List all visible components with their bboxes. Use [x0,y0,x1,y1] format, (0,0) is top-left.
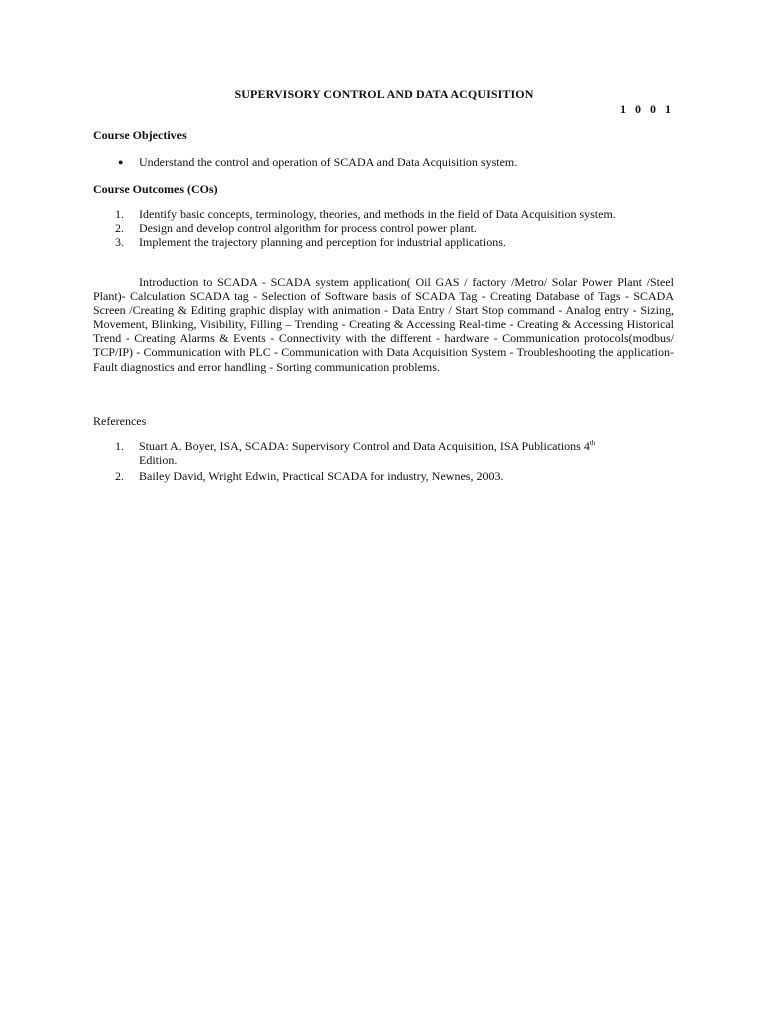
document-title: SUPERVISORY CONTROL AND DATA ACQUISITION [234,87,534,101]
outcome-number: 3. [115,235,124,249]
outcome-text: Identify basic concepts, terminology, theories, and methods in the field of Data Acquisition system. [139,207,616,221]
outcome-text: Implement the trajectory planning and perception for industrial applications. [139,235,506,249]
references-heading: References [93,414,147,428]
reference-superscript: th [589,439,596,447]
reference-text [139,439,674,467]
objectives-heading: Course Objectives [93,128,187,142]
reference-text: Bailey David, Wright Edwin, Practical SCADA for industry, Newnes, 2003. [139,469,504,483]
bullet-icon: ● [118,157,124,167]
course-credits: 1 0 0 1 [620,102,674,116]
reference-number: 2. [115,469,124,483]
syllabus-paragraph: Introduction to SCADA - SCADA system application( Oil GAS / factory /Metro/ Solar Power Plant /Steel Plant)- Calculation SCADA tag - Selection of Software basis of SCADA Tag - Creating Database of Tags - SCADA Screen /Creating & Editing graphic display with animation - Data Entry / Start Stop command - Analog entry - Sizing, Movement, Blinking, Visibility, Filling – Trending - Creating & Accessing Real-time - Creating & Accessing Historical Trend - Creating Alarms & Events - Connectivity with the different - hardware - Communication protocols(modbus/ TCP/IP) - Communication with PLC - Communication with Data Acquisition System - Troubleshooting the application- Fault diagnostics and error handling - Sorting communication problems. [93,275,674,374]
objective-text: Understand the control and operation of SCADA and Data Acquisition system. [139,155,518,169]
outcome-text: Design and develop control algorithm for process control power plant. [139,221,477,235]
outcome-number: 1. [115,207,124,221]
outcome-number: 2. [115,221,124,235]
reference-citation: Stuart A. Boyer, ISA, SCADA: Supervisory Control and Data Acquisition, ISA Publications 4 [139,439,590,453]
outcomes-heading: Course Outcomes (COs) [93,182,218,196]
reference-edition: Edition. [139,453,178,467]
reference-number: 1. [115,439,124,453]
